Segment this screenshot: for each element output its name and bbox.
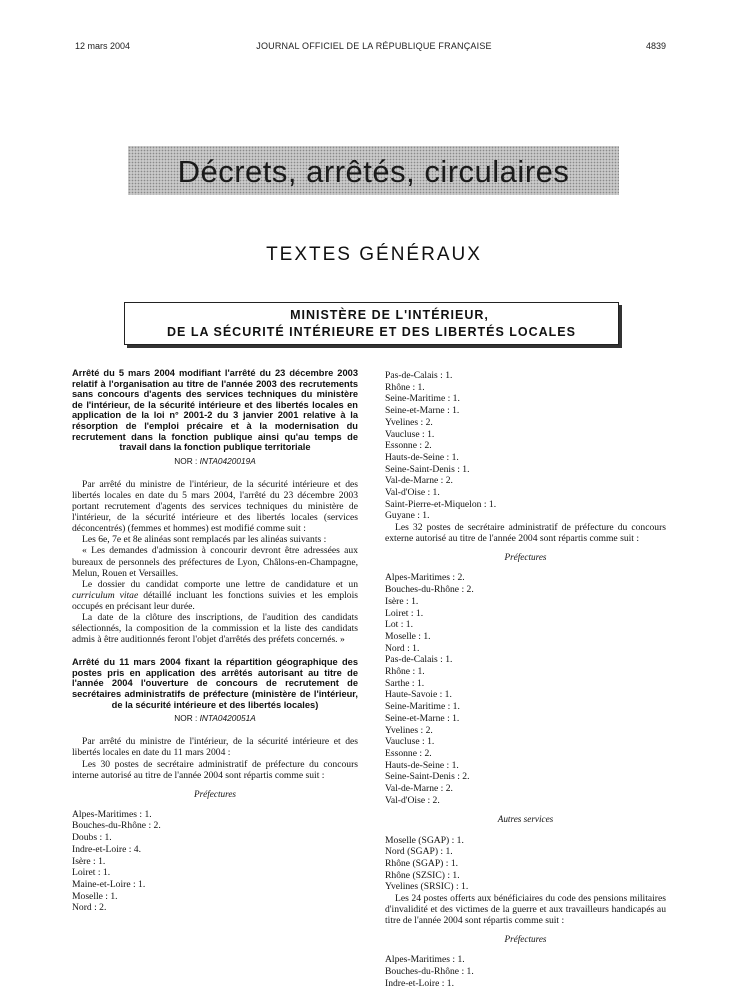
- list-item: Yvelines (SRSIC) : 1.: [385, 881, 469, 893]
- list-item: Val-de-Marne : 2.: [385, 783, 453, 795]
- nor-label: NOR :: [174, 455, 198, 466]
- autres-services-heading: Autres services: [497, 814, 554, 825]
- left-column: [72, 368, 358, 914]
- list-item: Rhône : 1.: [385, 381, 425, 393]
- list-item: Val-d'Oise : 2.: [385, 794, 440, 806]
- list-item: Bouches-du-Rhône : 2.: [385, 584, 474, 596]
- list-item: Moselle (SGAP) : 1.: [385, 834, 464, 846]
- list-item: Loiret : 1.: [72, 867, 111, 879]
- prefectures-heading: Préfectures: [193, 788, 236, 799]
- prefecture-list-externe: [385, 572, 666, 806]
- list-item: Yvelines : 2.: [385, 724, 433, 736]
- list-item: Isère : 1.: [385, 595, 419, 607]
- arrete-1-title: Arrêté du 5 mars 2004 modifiant l'arrêté du 23 décembre 2003 relatif à l'organisation au titre de l'année 2003 des recrutements sans concours d'agents des services techniques du ministère de l'intérieur, de la sécurité intérieure et des libertés locales en application de la loi n° 2001-2 du 3 janvier 2001 relative à la résorption de l'emploi précaire et à la modernisation du recrutement dans la fonction publique ainsi qu'au temps de travail dans la fonction publique territoriale: [72, 368, 358, 453]
- nor-code: INTA0420051A: [199, 713, 256, 724]
- list-item: Nord : 1.: [385, 642, 420, 654]
- list-item: Indre-et-Loire : 1.: [385, 977, 454, 989]
- arrete-1-paragraph: Les 6e, 7e et 8e alinéas sont remplacés par les alinéas suivants :: [82, 534, 327, 546]
- arrete-1-paragraph: « Les demandes d'admission à concourir devront être adressées aux bureaux de personnels des préfectures de Lyon, Châlons-en-Champagne, Melun, Rouen et Versailles.: [72, 545, 358, 579]
- ministry-box: [124, 302, 619, 345]
- list-item: Hauts-de-Seine : 1.: [385, 759, 459, 771]
- list-item: Alpes-Maritimes : 1.: [385, 954, 465, 966]
- list-item: Hauts-de-Seine : 1.: [385, 451, 459, 463]
- list-item: Vaucluse : 1.: [385, 736, 435, 748]
- list-item: Haute-Savoie : 1.: [385, 689, 452, 701]
- list-item: Rhône (SGAP) : 1.: [385, 857, 459, 869]
- prefectures-heading: Préfectures: [504, 552, 547, 563]
- prefecture-list-handicapes: [385, 954, 666, 989]
- list-item: Sarthe : 1.: [385, 677, 425, 689]
- list-item: Moselle : 1.: [385, 630, 431, 642]
- list-item: Indre-et-Loire : 4.: [72, 843, 141, 855]
- arrete-1-nor: [72, 456, 358, 467]
- list-item: Seine-Maritime : 1.: [385, 701, 460, 713]
- list-item: Rhône (SZSIC) : 1.: [385, 869, 460, 881]
- list-item: Rhône : 1.: [385, 666, 425, 678]
- list-item: Essonne : 2.: [385, 747, 432, 759]
- list-item: Lot : 1.: [385, 619, 413, 631]
- prefecture-list-interne-continued: [385, 370, 666, 522]
- ministry-line-1: MINISTÈRE DE L'INTÉRIEUR,: [290, 308, 489, 322]
- section-banner: [128, 146, 619, 195]
- list-item: Bouches-du-Rhône : 2.: [72, 820, 161, 832]
- prefecture-list-interne: [72, 809, 358, 914]
- arrete-2-paragraph: Par arrêté du ministre de l'intérieur, de la sécurité intérieure et des libertés locales en date du 11 mars 2004 :: [72, 736, 358, 759]
- text-run: Le dossier du candidat comporte une lettre de candidature et un: [82, 578, 358, 590]
- list-item: Seine-Saint-Denis : 1.: [385, 463, 470, 475]
- list-item: Pas-de-Calais : 1.: [385, 370, 453, 381]
- list-item: Loiret : 1.: [385, 607, 424, 619]
- list-item: Nord : 2.: [72, 902, 107, 914]
- arrete-1-paragraph: La date de la clôture des inscriptions, de l'audition des candidats sélectionnés, la composition de la commission et la liste des candidats admis à être auditionnés feront l'objet d'arrêtés des préfets concernés. »: [72, 611, 358, 646]
- nor-code: INTA0420019A: [199, 455, 256, 466]
- nor-label: NOR :: [174, 713, 198, 724]
- list-item: Seine-Saint-Denis : 2.: [385, 771, 470, 783]
- arrete-1-paragraph: [72, 579, 358, 612]
- list-item: Seine-Maritime : 1.: [385, 393, 460, 405]
- arrete-2-paragraph: Les 24 postes offerts aux bénéficiaires du code des pensions militaires d'invalidité et des victimes de la guerre et aux travailleurs handicapés au titre de l'année 2004 sont répartis comme suit :: [385, 893, 666, 927]
- list-item: Seine-et-Marne : 1.: [385, 712, 460, 724]
- list-item: Vaucluse : 1.: [385, 428, 435, 440]
- list-item: Guyane : 1.: [385, 510, 430, 522]
- ministry-line-2: DE LA SÉCURITÉ INTÉRIEURE ET DES LIBERTÉS LOCALES: [167, 325, 576, 339]
- list-item: Seine-et-Marne : 1.: [385, 405, 460, 417]
- list-item: Val-de-Marne : 2.: [385, 475, 453, 487]
- header-date: 12 mars 2004: [75, 41, 131, 51]
- arrete-1-paragraph: Par arrêté du ministre de l'intérieur, de la sécurité intérieure et des libertés locales en date du 5 mars 2004, l'arrêté du 23 décembre 2003 portant recrutement d'agents des services techniques du ministère de l'intérieur, de la sécurité intérieure et des libertés locales (services déconcentrés) (femmes et hommes) est modifié comme suit :: [72, 478, 358, 535]
- list-item: Alpes-Maritimes : 2.: [385, 572, 465, 584]
- journal-title: JOURNAL OFFICIEL DE LA RÉPUBLIQUE FRANÇAISE: [256, 41, 492, 51]
- list-item: Doubs : 1.: [72, 832, 112, 844]
- list-item: Nord (SGAP) : 1.: [385, 846, 453, 858]
- autres-services-list: [385, 835, 666, 894]
- list-item: Pas-de-Calais : 1.: [385, 654, 453, 666]
- arrete-2-title: Arrêté du 11 mars 2004 fixant la répartition géographique des postes pris en application des arrêtés autorisant au titre de l'année 2004 l'ouverture de concours de recrutement de secrétaires administratifs de préfecture (ministère de l'intérieur, de la sécurité intérieure et des libertés locales): [72, 657, 358, 710]
- right-column: [385, 370, 666, 990]
- list-item: Alpes-Maritimes : 1.: [72, 808, 152, 820]
- prefectures-heading: Préfectures: [504, 934, 547, 945]
- list-item: Isère : 1.: [72, 855, 106, 867]
- list-item: Yvelines : 2.: [385, 416, 433, 428]
- list-item: Maine-et-Loire : 1.: [72, 879, 146, 890]
- list-item: Moselle : 1.: [72, 890, 118, 902]
- section-heading: TEXTES GÉNÉRAUX: [266, 244, 482, 265]
- arrete-2-paragraph: Les 30 postes de secrétaire administratif de préfecture du concours interne autorisé au titre de l'année 2004 sont répartis comme suit :: [72, 758, 358, 781]
- page-number: 4839: [646, 41, 667, 51]
- banner-title: Décrets, arrêtés, circulaires: [177, 154, 570, 189]
- text-run-italic: curriculum vitae: [72, 589, 139, 601]
- arrete-2-paragraph: Les 32 postes de secrétaire administratif de préfecture du concours externe autorisé au titre de l'année 2004 sont répartis comme suit :: [385, 522, 666, 545]
- list-item: Bouches-du-Rhône : 1.: [385, 966, 474, 978]
- text-run: détaillé incluant les fonctions suivies et les emplois occupés en précisant leur durée.: [72, 589, 358, 612]
- list-item: Val-d'Oise : 1.: [385, 487, 440, 499]
- arrete-2-nor: [72, 713, 358, 724]
- list-item: Essonne : 2.: [385, 440, 432, 452]
- list-item: Saint-Pierre-et-Miquelon : 1.: [385, 498, 497, 510]
